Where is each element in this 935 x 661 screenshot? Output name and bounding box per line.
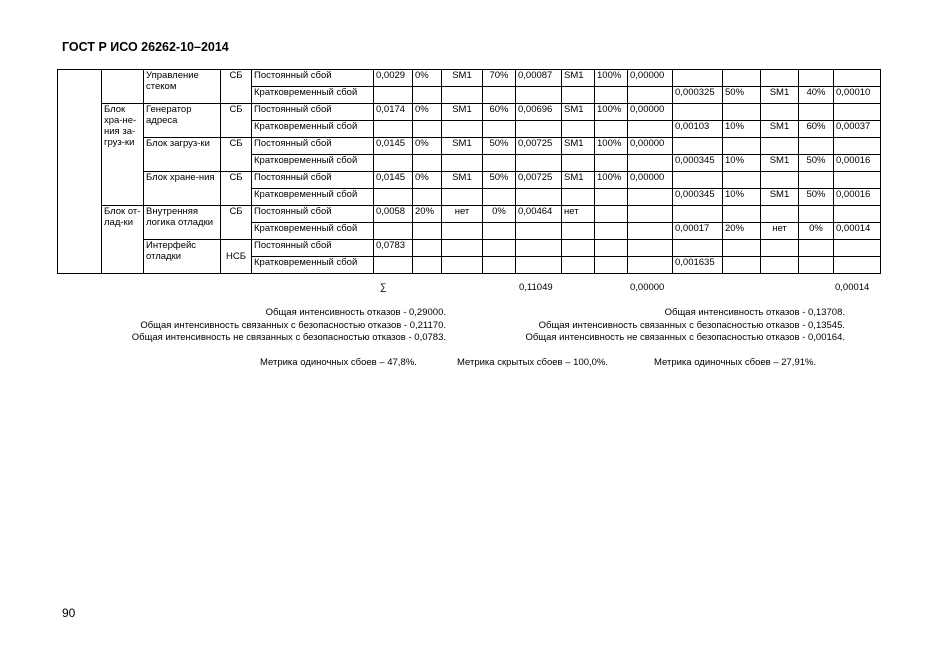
metric-single-point: Метрика одиночных сбоев – 47,8%.: [260, 357, 417, 368]
cell: 0,00000: [628, 104, 673, 121]
cell: [442, 121, 483, 138]
stat-line: Общая интенсивность не связанных с безопасностью отказов - 0,0783.: [131, 332, 446, 343]
cell: [628, 257, 673, 274]
failure-mode-cell: Кратковременный сбой: [252, 189, 374, 206]
sum-transient: 0,00014: [835, 282, 870, 293]
cell: SM1: [442, 70, 483, 87]
cell: [628, 155, 673, 172]
cell: [562, 87, 595, 104]
cell: 0,00010: [834, 87, 881, 104]
stats-right: [525, 307, 845, 345]
cell: 10%: [723, 121, 761, 138]
cell: [442, 87, 483, 104]
cell: SM1: [562, 172, 595, 189]
cell: 50%: [483, 138, 516, 155]
cell: 0%: [413, 172, 442, 189]
sum-permanent: 0,11049: [519, 282, 553, 293]
cell: [799, 257, 834, 274]
cell: 0,000345: [673, 189, 723, 206]
cell: SM1: [562, 104, 595, 121]
fmeda-table: [57, 69, 881, 274]
cell: 0,00725: [516, 172, 562, 189]
block-cell: Блок хра-не-ния за-груз-ки: [102, 104, 144, 206]
cell: 0%: [799, 223, 834, 240]
element-cell: Блок хране-ния: [144, 172, 221, 206]
cell: 0%: [483, 206, 516, 223]
cell: 0,00000: [628, 172, 673, 189]
stat-line: Общая интенсивность связанных с безопасностью отказов - 0,21170.: [140, 319, 446, 331]
cell: 0%: [413, 70, 442, 87]
cell: [562, 223, 595, 240]
cell: SM1: [761, 121, 799, 138]
cell: SM1: [761, 189, 799, 206]
cell: [374, 223, 413, 240]
cell: [673, 70, 723, 87]
table-row: [58, 206, 881, 223]
cell: [413, 223, 442, 240]
element-cell: Генератор адреса: [144, 104, 221, 138]
cell: 100%: [595, 70, 628, 87]
safety-class-cell: СБ: [221, 104, 252, 138]
cell: [799, 206, 834, 223]
cell: нет: [761, 223, 799, 240]
failure-mode-cell: Постоянный сбой: [252, 172, 374, 189]
cell: [442, 257, 483, 274]
failure-mode-cell: Постоянный сбой: [252, 206, 374, 223]
failure-mode-cell: Постоянный сбой: [252, 70, 374, 87]
element-cell: Интерфейс отладки: [144, 240, 221, 274]
cell: [595, 240, 628, 257]
cell: 0,00016: [834, 189, 881, 206]
metric-single-point-transient: Метрика одиночных сбоев – 27,91%.: [654, 357, 817, 368]
cell: [628, 240, 673, 257]
failure-mode-cell: Кратковременный сбой: [252, 87, 374, 104]
cell: [723, 240, 761, 257]
cell: 0,00696: [516, 104, 562, 121]
cell: [799, 172, 834, 189]
cell: 40%: [799, 87, 834, 104]
cell: [761, 240, 799, 257]
cell: [413, 155, 442, 172]
cell: 0,0783: [374, 240, 413, 257]
cell: [723, 206, 761, 223]
element-cell: Внутренняя логика отладки: [144, 206, 221, 240]
cell: [483, 189, 516, 206]
cell: [595, 189, 628, 206]
stat-line: Общая интенсивность не связанных с безопасностью отказов - 0,00164.: [525, 332, 845, 343]
table-row: [58, 240, 881, 257]
stat-line: Общая интенсивность отказов - 0,13708.: [664, 307, 845, 318]
cell: [761, 104, 799, 121]
cell: [374, 121, 413, 138]
cell: [799, 104, 834, 121]
cell: 60%: [483, 104, 516, 121]
cell: [483, 223, 516, 240]
cell: [516, 189, 562, 206]
cell: [374, 87, 413, 104]
cell: [834, 104, 881, 121]
cell: [723, 70, 761, 87]
cell: 0,0029: [374, 70, 413, 87]
cell: [723, 104, 761, 121]
cell: [761, 257, 799, 274]
cell: [413, 240, 442, 257]
cell: [834, 172, 881, 189]
cell: [483, 240, 516, 257]
cell: SM1: [761, 87, 799, 104]
safety-class-cell: СБ: [221, 70, 252, 104]
cell: [673, 206, 723, 223]
cell: 0,00017: [673, 223, 723, 240]
cell: [562, 121, 595, 138]
cell: [834, 70, 881, 87]
cell: 0,00000: [628, 138, 673, 155]
cell: 50%: [483, 172, 516, 189]
cell: [834, 138, 881, 155]
cell: [673, 240, 723, 257]
cell: 70%: [483, 70, 516, 87]
cell: [483, 87, 516, 104]
cell: [483, 257, 516, 274]
cell: 100%: [595, 172, 628, 189]
failure-mode-cell: Постоянный сбой: [252, 138, 374, 155]
cell: 0,00016: [834, 155, 881, 172]
cell: [628, 189, 673, 206]
cell: [799, 240, 834, 257]
cell: [442, 223, 483, 240]
cell: [761, 138, 799, 155]
cell: [723, 257, 761, 274]
group-cell: [58, 70, 102, 274]
sum-latent: 0,00000: [630, 282, 665, 293]
cell: 20%: [723, 223, 761, 240]
cell: SM1: [562, 70, 595, 87]
failure-mode-cell: Постоянный сбой: [252, 240, 374, 257]
cell: [673, 138, 723, 155]
table-row: [58, 172, 881, 189]
cell: 10%: [723, 189, 761, 206]
cell: [483, 155, 516, 172]
stats-left: [132, 307, 446, 345]
cell: [595, 257, 628, 274]
failure-mode-cell: Постоянный сбой: [252, 104, 374, 121]
cell: 0,00000: [628, 70, 673, 87]
cell: [516, 240, 562, 257]
cell: 10%: [723, 155, 761, 172]
cell: [562, 240, 595, 257]
cell: [834, 257, 881, 274]
cell: [723, 138, 761, 155]
cell: [723, 172, 761, 189]
cell: 0,0145: [374, 138, 413, 155]
cell: 0,00725: [516, 138, 562, 155]
cell: [799, 138, 834, 155]
cell: [761, 206, 799, 223]
cell: 0,0058: [374, 206, 413, 223]
cell: SM1: [442, 138, 483, 155]
cell: 60%: [799, 121, 834, 138]
cell: [374, 155, 413, 172]
failure-mode-cell: Кратковременный сбой: [252, 121, 374, 138]
cell: 0,00464: [516, 206, 562, 223]
cell: [761, 172, 799, 189]
cell: 100%: [595, 138, 628, 155]
cell: [673, 104, 723, 121]
cell: [374, 189, 413, 206]
cell: [413, 87, 442, 104]
page-number: 90: [62, 606, 76, 620]
cell: [413, 189, 442, 206]
safety-class-cell: СБ: [221, 138, 252, 172]
cell: [595, 87, 628, 104]
page-header: ГОСТ Р ИСО 26262-10–2014: [62, 40, 229, 54]
cell: [442, 155, 483, 172]
failure-mode-cell: Кратковременный сбой: [252, 223, 374, 240]
cell: [834, 240, 881, 257]
safety-class-cell: СБ: [221, 172, 252, 206]
cell: 0,00037: [834, 121, 881, 138]
cell: [595, 155, 628, 172]
metric-latent: Метрика скрытых сбоев – 100,0%.: [457, 357, 609, 368]
cell: [516, 121, 562, 138]
block-cell: [102, 70, 144, 104]
cell: [834, 206, 881, 223]
cell: 50%: [799, 155, 834, 172]
cell: [799, 70, 834, 87]
cell: [761, 70, 799, 87]
cell: нет: [442, 206, 483, 223]
cell: 0%: [413, 138, 442, 155]
cell: 0,00087: [516, 70, 562, 87]
table-row: [58, 70, 881, 87]
cell: 0,00014: [834, 223, 881, 240]
cell: [516, 155, 562, 172]
cell: 0,00103: [673, 121, 723, 138]
stat-line: Общая интенсивность отказов - 0,29000.: [265, 307, 446, 318]
cell: [516, 87, 562, 104]
failure-mode-cell: Кратковременный сбой: [252, 257, 374, 274]
sum-symbol: ∑: [380, 282, 387, 293]
cell: [595, 121, 628, 138]
cell: 0%: [413, 104, 442, 121]
cell: [413, 121, 442, 138]
cell: [562, 257, 595, 274]
safety-class-cell: СБ: [221, 206, 252, 240]
table-row: [58, 104, 881, 121]
cell: 50%: [799, 189, 834, 206]
cell: 0,0145: [374, 172, 413, 189]
failure-mode-cell: Кратковременный сбой: [252, 155, 374, 172]
cell: [595, 206, 628, 223]
element-cell: Блок загруз-ки: [144, 138, 221, 172]
table-row: [58, 138, 881, 155]
cell: [628, 87, 673, 104]
cell: [516, 223, 562, 240]
block-cell: Блок от-лад-ки: [102, 206, 144, 274]
cell: SM1: [761, 155, 799, 172]
cell: [516, 257, 562, 274]
cell: SM1: [442, 104, 483, 121]
cell: [442, 240, 483, 257]
cell: [628, 206, 673, 223]
cell: 20%: [413, 206, 442, 223]
cell: нет: [562, 206, 595, 223]
stat-line: Общая интенсивность связанных с безопасностью отказов - 0,13545.: [538, 319, 845, 331]
cell: 0,0174: [374, 104, 413, 121]
safety-class-cell: НСБ: [221, 240, 252, 274]
cell: [673, 172, 723, 189]
cell: [628, 121, 673, 138]
cell: [562, 189, 595, 206]
cell: 0,001635: [673, 257, 723, 274]
cell: [483, 121, 516, 138]
cell: [413, 257, 442, 274]
cell: 0,000345: [673, 155, 723, 172]
cell: SM1: [442, 172, 483, 189]
cell: [628, 223, 673, 240]
cell: 0,000325: [673, 87, 723, 104]
cell: [562, 155, 595, 172]
cell: 50%: [723, 87, 761, 104]
cell: [374, 257, 413, 274]
cell: 100%: [595, 104, 628, 121]
cell: SM1: [562, 138, 595, 155]
element-cell: Управление стеком: [144, 70, 221, 104]
cell: [595, 223, 628, 240]
cell: [442, 189, 483, 206]
